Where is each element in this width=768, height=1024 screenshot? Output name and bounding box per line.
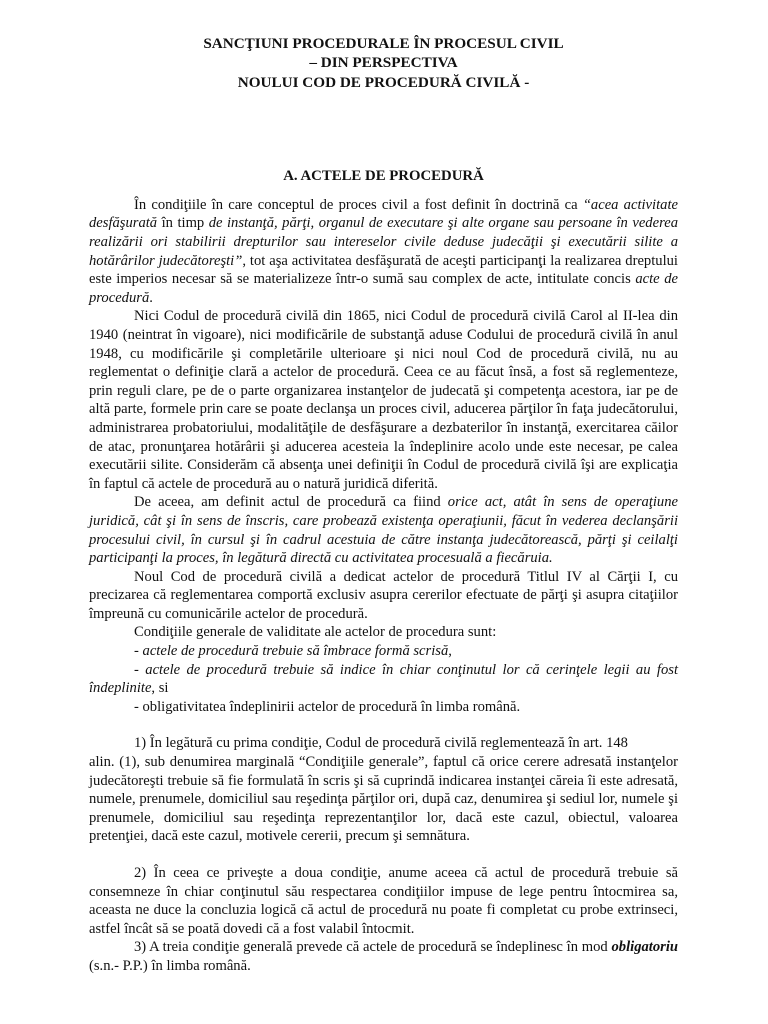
- section-heading: A. ACTELE DE PROCEDURĂ: [283, 168, 484, 185]
- p1-quote: “acea activitate desfăşurată: [89, 196, 678, 232]
- p1-text-e: , tot aşa activitatea desfăşurată de aceşti participanţi la realizarea dreptului este imperios necesar să se materializeze într-o sumă sau complex de acte, intitulate concis: [89, 252, 678, 288]
- p3-definition: orice act, atât în sens de operaţiune juridică, cât şi în sens de înscris, care probează existenţa operaţiunii, făcut în vederea declanşării procesului civil, în cursul şi în cadrul acestuia de către instanţa judecătorească, părţi şi ceilalţi participanţi la proces, în legătură directă cu activitatea procesuală a fiecăruia.: [89, 494, 678, 567]
- list-item-1-end: ,: [448, 643, 452, 660]
- p1-term: acte de procedură: [89, 271, 678, 306]
- list-item-2-end: , si: [151, 680, 169, 697]
- list-item-3: - obligativitatea îndeplinirii actelor de procedură în limba română.: [134, 698, 521, 715]
- title-line-3: NOULUI COD DE PROCEDURĂ CIVILĂ -: [237, 73, 530, 91]
- p8-text-a: 3) A treia condiţie generală prevede că actele de procedură se îndeplinesc în mod: [134, 939, 612, 956]
- paragraph-6-line-1: 1) În legătură cu prima condiţie, Codul de procedură civilă reglementează în art. 148: [134, 735, 628, 752]
- paragraph-3: [89, 493, 678, 567]
- paragraph-6: alin. (1), sub denumirea marginală “Condiţiile generale”, faptul că orice cerere adresată instanţelor judecătoreşti trebuie să fie formulată în scris şi să cuprindă indicarea instanţei căreia îi este adresată, numele, prenumele, domiciliul sau reşedinţa părţilor ori, după caz, denumirea şi sediul lor, numele şi prenumele, domiciliul sau reşedinţa reprezentanţilor lor, dacă este cazul, obiectul, valoarea pretenţiei, dacă este cazul, motivele cererii, precum şi semnătura.: [89, 754, 678, 845]
- list-item-2-text: actele de procedură trebuie să indice în chiar conţinutul lor că cerinţele legii au fost îndeplinite: [89, 661, 678, 697]
- spacer: [89, 716, 678, 734]
- paragraph-7: 2) În ceea ce priveşte a doua condiţie, anume aceea că actul de procedură trebuie să consemneze în chiar conţinutul său respectarea condiţiilor impuse de lege pentru întocmirea sa, aceasta ne duce la concluzia logică că actul de procedură nu poate fi completat cu probe extrinseci, astfel încât să se poată dovedi că a fost valabil întocmit.: [89, 865, 678, 937]
- paragraph-2: Nici Codul de procedură civilă din 1865, nici Codul de procedură civilă Carol al II-lea din 1940 (neintrat în vigoare), nici modificările de substanţă aduse Codului de procedură civilă în anul 1948, cu modificările şi completările ulterioare şi nici noul Cod de procedură civilă, nu au reglementat o definiţie clară a actelor de procedură. Ceea ce au făcut însă, a fost să reglementeze, prin reguli clare, pe de o parte organizarea instanţelor de judecată şi competenţa acestora, iar pe de altă parte, formele prin care se poate declanşa un proces civil, aducerea părţilor în faţa judecătorului, administrarea probatoriului, modalităţile de desfăşurare a dezbaterilor în instanţă, exercitarea căilor de atac, pronunţarea hotărârii şi aducerea acesteia la îndeplinire acolo unde este necesar, pe calea executării silite. Considerăm că absenţa unei definiţii în Codul de procedură civilă îşi are explicaţia în faptul că actele de procedură au o natură juridică diferită.: [89, 308, 678, 492]
- document-page: [89, 34, 678, 976]
- paragraph-1: [89, 196, 678, 308]
- spacer: [89, 846, 678, 864]
- p8-text-c: (s.n.- P.P.) în limba română.: [89, 957, 251, 974]
- list-item-1: [89, 642, 678, 661]
- p1-definition: de instanţă, părţi, organul de executare şi alte organe sau persoane în vederea realizării ori stabilirii drepturilor sau intereselor civile deduse judecăţii şi executării silite a hotărârilor judecătoreşti”: [89, 215, 678, 269]
- list-item-2: [89, 661, 678, 698]
- title-line-1: SANCŢIUNI PROCEDURALE ÎN PROCESUL CIVIL: [203, 35, 564, 52]
- list-item-2-dash: -: [134, 661, 146, 678]
- title-line-2: – DIN PERSPECTIVA: [309, 54, 458, 72]
- paragraph-8: [89, 938, 678, 975]
- document-title: [89, 34, 678, 92]
- p1-text-c: în timp: [157, 215, 209, 232]
- p1-text-g: .: [149, 289, 153, 306]
- paragraph-4: Noul Cod de procedură civilă a dedicat actelor de procedură Titlul IV al Cărţii I, cu precizarea că reglementarea comportă exclusiv asupra cererilor efectuate de părţi şi asupra citaţiilor împreună cu comunicările actelor de procedură.: [89, 568, 678, 622]
- paragraph-5: Condiţiile generale de validitate ale actelor de procedura sunt:: [134, 624, 497, 641]
- list-item-1-dash: -: [134, 643, 143, 660]
- p1-text-a: În condiţiile în care conceptul de proces civil a fost definit în doctrină ca: [134, 196, 583, 213]
- p3-text-a: De aceea, am definit actul de procedură ca fiind: [134, 494, 448, 511]
- p8-emphasis: obligatoriu: [611, 939, 678, 956]
- list-item-1-text: actele de procedură trebuie să îmbrace formă scrisă: [142, 643, 449, 660]
